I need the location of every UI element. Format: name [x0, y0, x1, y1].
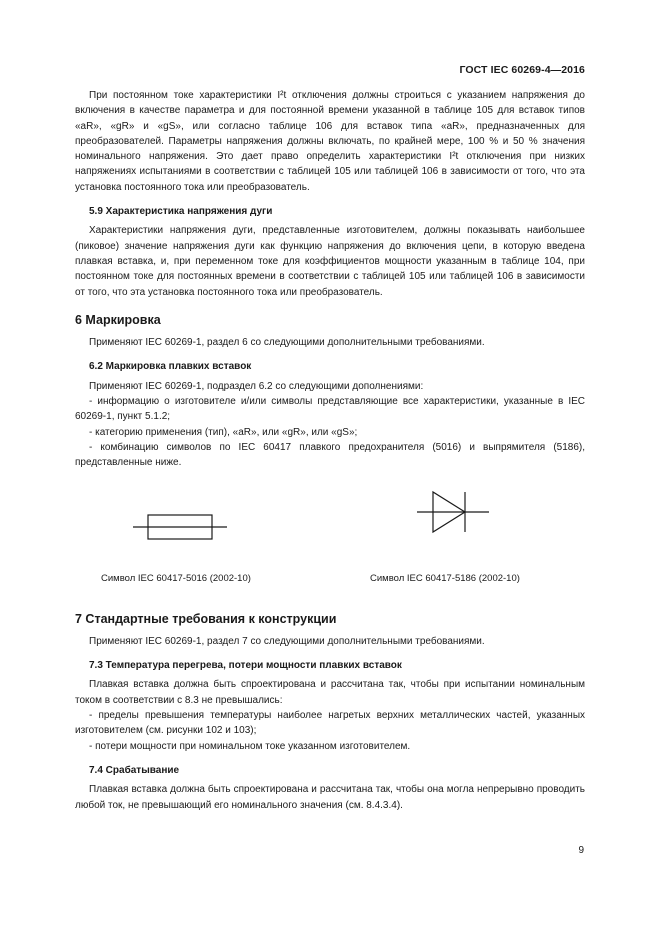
fuse-symbol-caption: Символ IEC 60417-5016 (2002-10)	[101, 572, 251, 584]
section-7-3-title: 7.3 Температура перегрева, потери мощности плавких вставок	[89, 660, 402, 672]
section-6-title: 6 Маркировка	[75, 312, 161, 327]
list-item: - комбинацию символов по IEC 60417 плавкого предохранителя (5016) и выпрямителя (5186), представленные ниже.	[75, 441, 585, 469]
page-number: 9	[578, 845, 584, 856]
section-7-4-text: Плавкая вставка должна быть спроектирована и рассчитана так, чтобы она могла непрерывно проводить любой ток, не превышающий его номинального значения (см. 8.4.3.4).	[75, 784, 585, 811]
section-7-4-title: 7.4 Срабатывание	[89, 764, 180, 776]
list-item: - категорию применения (тип), «aR», или «gR», или «gS»;	[89, 426, 358, 438]
section-5-9-text: Характеристики напряжения дуги, представленные изготовителем, должны показывать наибольшее (пиковое) значение напряжения дуги как функцию напряжения до включения цепи, в которую введена плавкая вставка, и, при переменном токе для коэффициентов мощности указанным в таблице 104, при постоянном токе для постоянных времени в соответствии с таблицей 105 или таблицей 106 в зависимости от того, что эта установка постоянного тока или преобразователь.	[75, 225, 585, 298]
section-6-text: Применяют IEC 60269-1, раздел 6 со следующими дополнительными требованиями.	[89, 337, 485, 349]
list-item: - потери мощности при номинальном токе указанном изготовителем.	[89, 740, 411, 752]
rectifier-symbol-icon	[417, 487, 489, 537]
intro-paragraph: При постоянном токе характеристики I²t отключения должны строиться с указанием напряжения до включения в качестве параметра и для постоянной времени указанной в таблице 105 для вставок типов «aR», «gR» и «gS», или согласно таблице 106 для вставок типа «aR», предназначенных для преобразователей. Параметры напряжения должны включать, по крайней мере, 100 % и 50 % значения номинального напряжения. Это дает право определить характеристики I²t отключения при низких напряжениях испытаниями в соответствии с таблицей 105 или таблицей 106 в зависимости от того, что эта установка постоянного тока или преобразователь.	[75, 90, 585, 193]
document-header: ГОСТ IEC 60269-4—2016	[459, 64, 585, 76]
section-5-9-title: 5.9 Характеристика напряжения дуги	[89, 206, 273, 218]
fuse-symbol-icon	[133, 509, 227, 545]
section-6-2-text: Применяют IEC 60269-1, подраздел 6.2 со следующими дополнениями:	[89, 380, 424, 392]
section-6-2-title: 6.2 Маркировка плавких вставок	[89, 361, 252, 373]
section-7-title: 7 Стандартные требования к конструкции	[75, 611, 337, 626]
list-item: - пределы превышения температуры наиболее нагретых верхних металлических частей, указанных изготовителем (см. рисунки 102 и 103);	[75, 710, 585, 737]
rectifier-symbol-caption: Символ IEC 60417-5186 (2002-10)	[370, 572, 520, 584]
section-7-text: Применяют IEC 60269-1, раздел 7 со следующими дополнительными требованиями.	[89, 635, 485, 647]
symbols-figure	[75, 479, 585, 599]
document-body	[75, 88, 585, 813]
list-item: - информацию о изготовителе и/или символы представляющие все характеристики, указанные в IEC 60269-1, пункт 5.1.2;	[75, 396, 585, 423]
section-7-3-text: Плавкая вставка должна быть спроектирована и рассчитана так, чтобы при испытании номинальным током в соответствии с 8.3 не превышались:	[75, 679, 585, 706]
